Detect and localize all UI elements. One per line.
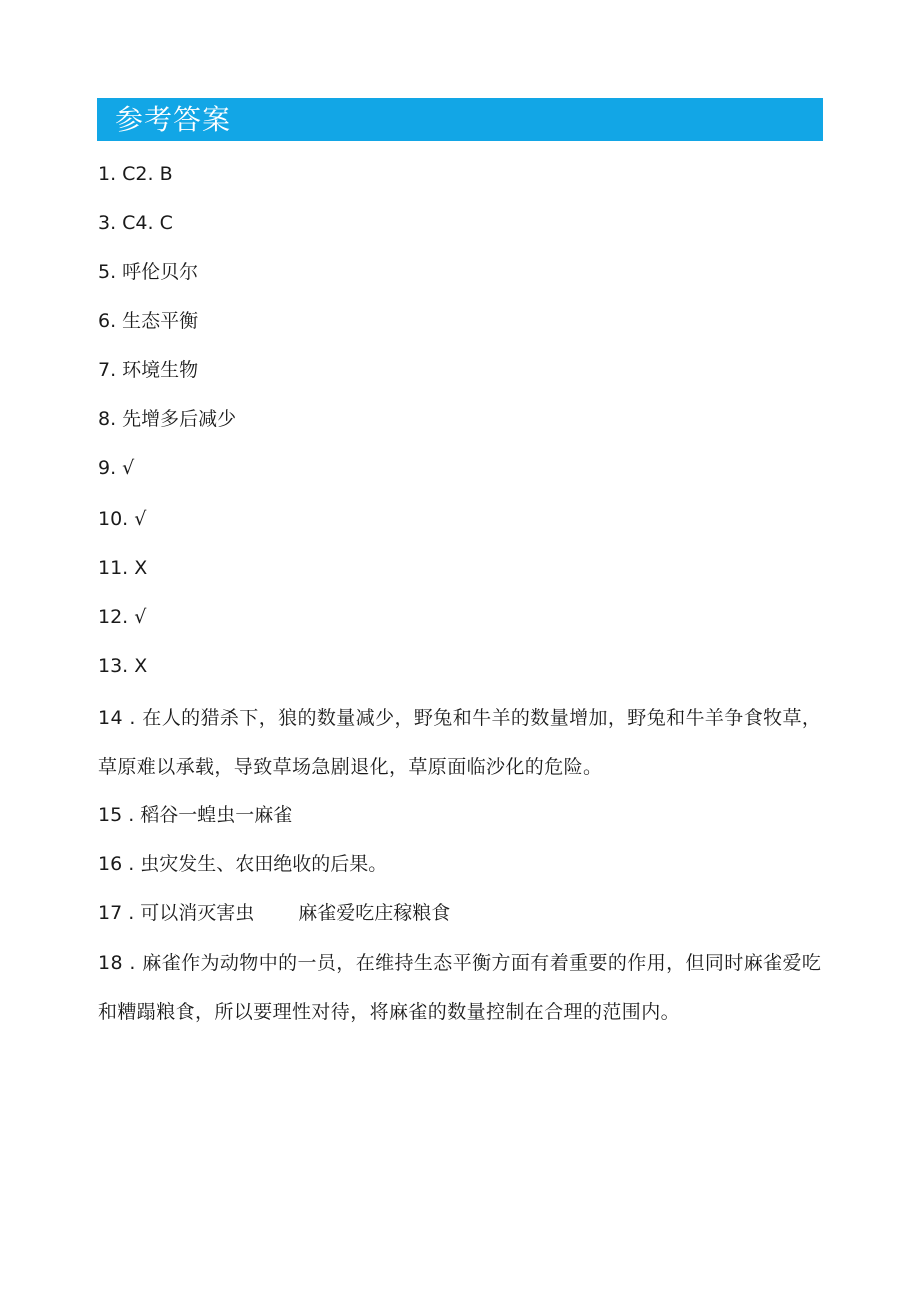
answer-16: 16 . 虫灾发生、农田绝收的后果。	[98, 853, 388, 875]
answer-17-part-2: 麻雀爱吃庄稼粮食	[298, 902, 451, 924]
answer-1-2: 1. C2. B	[98, 163, 173, 185]
answer-5: 5. 呼伦贝尔	[98, 261, 199, 283]
answer-key-banner	[97, 98, 823, 141]
answer-10: 10. √	[98, 508, 147, 530]
answer-13: 13. X	[98, 655, 148, 677]
answer-12: 12. √	[98, 606, 147, 628]
answer-7: 7. 环境生物	[98, 359, 199, 381]
answer-8: 8. 先增多后减少	[98, 408, 237, 430]
answer-17	[98, 901, 450, 925]
answer-15: 15 . 稻谷一蝗虫一麻雀	[98, 804, 293, 826]
banner-title: 参考答案	[115, 102, 232, 136]
answer-14: 14 . 在人的猎杀下，狼的数量减少，野兔和牛羊的数量增加，野兔和牛羊争食牧草，草原难以承载，导致草场急剧退化，草原面临沙化的危险。	[98, 707, 822, 778]
answer-11: 11. X	[98, 557, 148, 579]
answer-9: 9. √	[98, 457, 135, 479]
answer-6: 6. 生态平衡	[98, 310, 199, 332]
answer-3-4: 3. C4. C	[98, 212, 173, 234]
answer-18: 18 . 麻雀作为动物中的一员，在维持生态平衡方面有着重要的作用，但同时麻雀爱吃和糟蹋粮食，所以要理性对待，将麻雀的数量控制在合理的范围内。	[98, 952, 822, 1023]
answer-17-part-1: 17 . 可以消灭害虫	[98, 902, 255, 924]
